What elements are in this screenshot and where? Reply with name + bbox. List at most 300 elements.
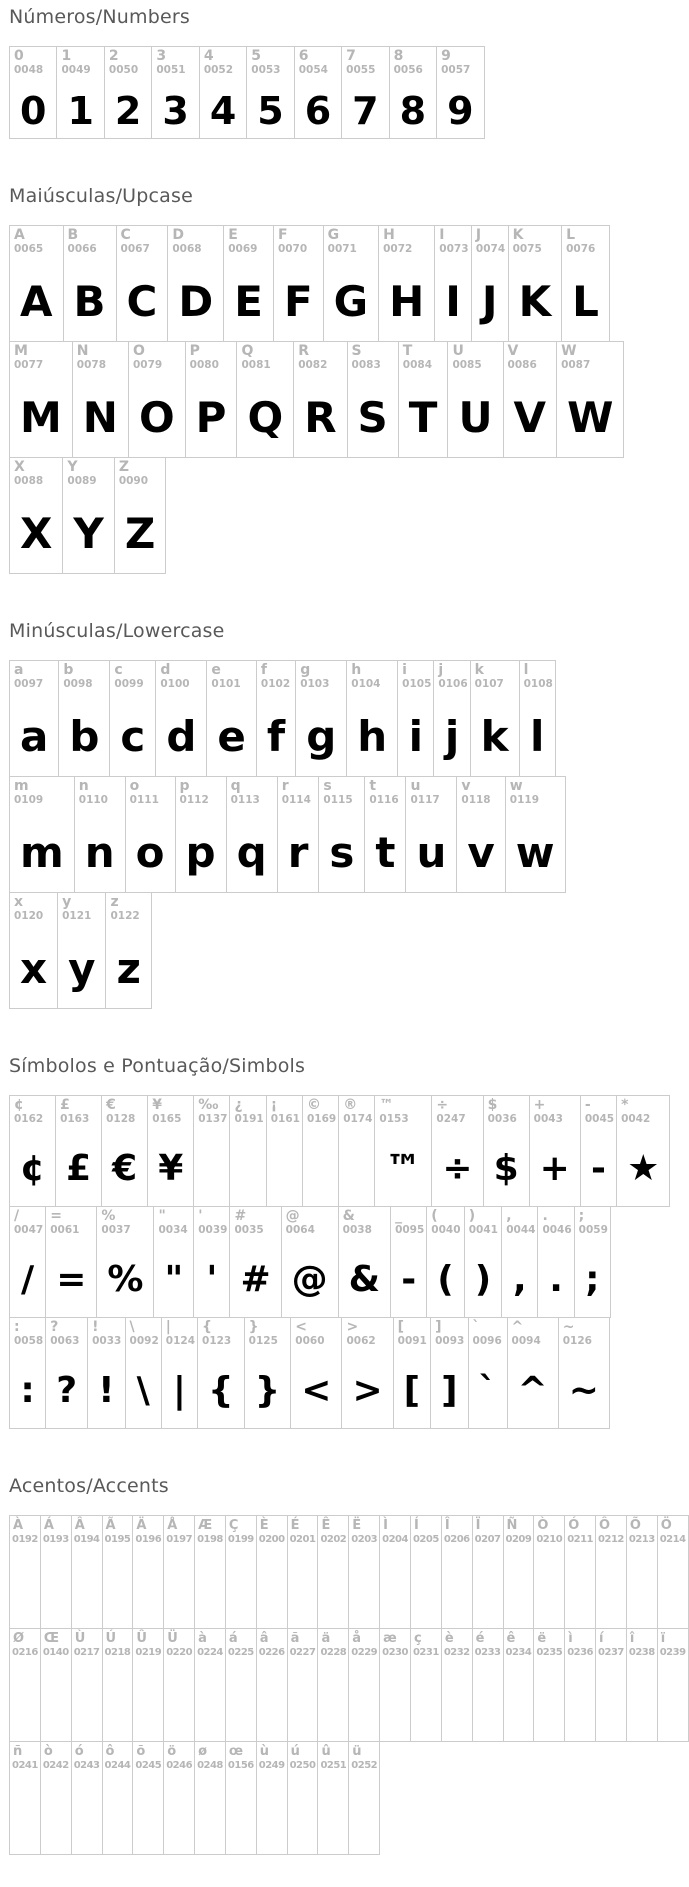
cell-character-label: ü (352, 1744, 362, 1759)
cell-unicode-code: 0079 (132, 359, 163, 371)
cell-glyph: O (138, 392, 175, 442)
cell-character-label: m (14, 778, 29, 794)
cell-character-label: 4 (203, 48, 214, 64)
char-table-accents (9, 1515, 686, 1855)
char-cell (626, 1628, 658, 1742)
cell-unicode-code: 0054 (298, 64, 328, 76)
char-cell (199, 46, 247, 139)
cell-unicode-code: 0216 (12, 1647, 38, 1658)
cell-unicode-code: 0252 (351, 1760, 378, 1771)
cell-glyph: I (445, 276, 461, 326)
cell-unicode-code: 0226 (258, 1647, 285, 1658)
char-cell (194, 1741, 226, 1855)
char-cell (390, 1206, 427, 1318)
char-cell (9, 660, 59, 777)
char-cell (471, 225, 509, 342)
cell-character-label: ö (167, 1744, 177, 1759)
char-cell (62, 457, 114, 574)
char-cell (287, 1515, 319, 1629)
cell-character-label: ê (506, 1631, 516, 1646)
cell-character-label: é (475, 1631, 485, 1646)
char-row (9, 1206, 611, 1318)
cell-character-label: W (561, 343, 577, 359)
cell-unicode-code: 0091 (397, 1335, 427, 1347)
cell-unicode-code: 0053 (251, 64, 281, 76)
cell-glyph: ^ (517, 1370, 548, 1411)
cell-character-label: r (281, 778, 289, 794)
cell-character-label: ¡ (270, 1097, 278, 1113)
cell-character-label: { (202, 1319, 212, 1335)
cell-glyph: S (357, 392, 388, 442)
cell-glyph: q (236, 827, 267, 877)
cell-character-label: ! (92, 1319, 99, 1335)
cell-glyph: ! (98, 1370, 115, 1411)
cell-unicode-code: 0072 (383, 243, 413, 255)
char-cell (441, 1628, 473, 1742)
cell-character-label: [ (397, 1319, 405, 1335)
char-cell (379, 1628, 411, 1742)
cell-unicode-code: 0082 (298, 359, 328, 371)
char-cell (507, 1317, 559, 1429)
char-cell (595, 1628, 627, 1742)
cell-unicode-code: 0051 (156, 64, 186, 76)
cell-unicode-code: 0060 (295, 1335, 325, 1347)
char-table-upcase (9, 225, 661, 574)
char-cell (501, 1206, 538, 1318)
char-cell (72, 341, 129, 458)
cell-character-label: # (234, 1208, 247, 1224)
char-row (9, 457, 166, 574)
cell-character-label: Ç (228, 1518, 239, 1533)
cell-character-label: . (542, 1208, 548, 1224)
cell-character-label: Ë (352, 1518, 362, 1533)
cell-unicode-code: 0101 (211, 678, 241, 690)
cell-glyph: g (306, 711, 337, 761)
cell-character-label: > (346, 1319, 359, 1335)
cell-glyph: ★ (627, 1148, 660, 1189)
char-cell (561, 225, 610, 342)
char-cell (163, 1628, 195, 1742)
cell-unicode-code: 0203 (351, 1534, 378, 1545)
cell-unicode-code: 0077 (14, 359, 44, 371)
char-cell (626, 1515, 658, 1629)
cell-character-label: ( (431, 1208, 438, 1224)
cell-glyph: & (348, 1259, 381, 1300)
cell-character-label: D (172, 227, 184, 243)
cell-unicode-code: 0092 (129, 1335, 159, 1347)
char-cell (295, 660, 347, 777)
cell-unicode-code: 0251 (320, 1760, 347, 1771)
cell-unicode-code: 0038 (342, 1224, 372, 1236)
cell-unicode-code: 0062 (346, 1335, 376, 1347)
cell-unicode-code: 0198 (197, 1534, 223, 1545)
cell-unicode-code: 0064 (285, 1224, 315, 1236)
cell-unicode-code: 0117 (410, 794, 440, 806)
cell-character-label: : (14, 1319, 20, 1335)
cell-character-label: Ä (136, 1518, 147, 1533)
char-cell (580, 1095, 617, 1207)
cell-glyph: ] (441, 1370, 458, 1411)
cell-character-label: ô (105, 1744, 115, 1759)
cell-unicode-code: 0093 (435, 1335, 465, 1347)
cell-unicode-code: 0206 (443, 1534, 470, 1545)
cell-glyph: 7 (352, 88, 379, 133)
char-cell (229, 1095, 266, 1207)
cell-glyph: 5 (257, 88, 284, 133)
cell-glyph: y (68, 943, 96, 993)
cell-unicode-code: 0124 (165, 1335, 196, 1347)
cell-character-label: " (158, 1208, 166, 1224)
cell-glyph: € (112, 1148, 138, 1189)
section-lowercase (9, 620, 661, 1009)
cell-unicode-code: 0162 (14, 1113, 44, 1125)
char-cell (317, 1741, 349, 1855)
char-cell (9, 1206, 46, 1318)
cell-unicode-code: 0035 (234, 1224, 264, 1236)
char-cell (397, 660, 434, 777)
cell-glyph: X (20, 508, 53, 558)
cell-unicode-code: 0200 (258, 1534, 285, 1545)
section-title-accents: Acentos/Accents (9, 1475, 169, 1497)
char-cell (456, 776, 505, 893)
cell-unicode-code: 0169 (306, 1113, 337, 1125)
char-cell (273, 225, 324, 342)
cell-unicode-code: 0202 (320, 1534, 347, 1545)
cell-character-label: Ú (105, 1631, 117, 1646)
cell-unicode-code: 0225 (227, 1647, 254, 1658)
char-cell (96, 1206, 154, 1318)
cell-unicode-code: 0233 (474, 1647, 501, 1658)
cell-character-label: , (506, 1208, 512, 1224)
cell-character-label: ] (435, 1319, 442, 1335)
cell-character-label: Û (136, 1631, 147, 1646)
cell-glyph: d (166, 711, 197, 761)
cell-glyph: s (329, 827, 355, 877)
cell-character-label: d (160, 662, 171, 678)
cell-unicode-code: 0110 (78, 794, 108, 806)
cell-unicode-code: 0192 (12, 1534, 38, 1545)
char-cell (125, 1317, 162, 1429)
char-cell (290, 1317, 342, 1429)
cell-unicode-code: 0227 (289, 1647, 316, 1658)
cell-character-label: o (129, 778, 140, 794)
cell-character-label: Ñ (506, 1518, 518, 1533)
cell-character-label: c (114, 662, 123, 678)
cell-character-label: q (230, 778, 241, 794)
char-cell (116, 225, 169, 342)
cell-unicode-code: 0044 (506, 1224, 536, 1236)
char-cell (9, 1741, 41, 1855)
cell-character-label: Å (167, 1518, 178, 1533)
cell-unicode-code: 0195 (104, 1534, 131, 1545)
cell-unicode-code: 0048 (14, 64, 44, 76)
cell-glyph: F (283, 276, 313, 326)
cell-glyph: Y (73, 508, 104, 558)
cell-character-label: ' (198, 1208, 203, 1224)
cell-unicode-code: 0165 (152, 1113, 182, 1125)
char-row (9, 46, 485, 139)
cell-glyph: m (20, 827, 64, 877)
char-cell (564, 1628, 596, 1742)
char-cell (256, 660, 296, 777)
cell-character-label: b (63, 662, 74, 678)
char-cell (379, 1515, 411, 1629)
font-character-map (9, 6, 686, 1855)
cell-character-label: Õ (629, 1518, 641, 1533)
cell-unicode-code: 0118 (461, 794, 491, 806)
char-cell (225, 1741, 257, 1855)
cell-character-label: ã (290, 1631, 300, 1646)
cell-character-label: ä (321, 1631, 331, 1646)
cell-character-label: H (383, 227, 395, 243)
cell-glyph: ~ (568, 1370, 599, 1411)
cell-glyph: @ (291, 1259, 328, 1300)
cell-character-label: i (402, 662, 407, 678)
cell-character-label: M (14, 343, 28, 359)
char-cell (464, 1206, 502, 1318)
cell-unicode-code: 0243 (73, 1760, 100, 1771)
cell-character-label: ú (290, 1744, 300, 1759)
cell-unicode-code: 0096 (472, 1335, 502, 1347)
char-cell (294, 46, 342, 139)
char-cell (175, 776, 227, 893)
cell-character-label: ù (259, 1744, 270, 1759)
cell-unicode-code: 0042 (621, 1113, 651, 1125)
cell-character-label: _ (395, 1208, 403, 1224)
cell-character-label: j (438, 662, 444, 678)
char-cell (657, 1515, 689, 1629)
cell-character-label: / (14, 1208, 20, 1224)
cell-character-label: E (228, 227, 238, 243)
cell-character-label: ë (537, 1631, 547, 1646)
char-cell (398, 341, 449, 458)
cell-glyph: , (512, 1259, 527, 1300)
char-cell (378, 225, 435, 342)
cell-character-label: Q (241, 343, 254, 359)
cell-unicode-code: 0121 (62, 910, 92, 922)
char-cell (556, 341, 624, 458)
cell-glyph: 4 (209, 88, 237, 133)
cell-unicode-code: 0112 (179, 794, 209, 806)
char-cell (155, 660, 207, 777)
cell-character-label: Í (413, 1518, 419, 1533)
cell-unicode-code: 0073 (439, 243, 469, 255)
cell-glyph: 6 (304, 88, 332, 133)
char-cell (63, 225, 117, 342)
cell-glyph: } (254, 1370, 281, 1411)
char-cell (348, 1515, 380, 1629)
char-cell (483, 1095, 530, 1207)
cell-character-label: V (507, 343, 519, 359)
cell-character-label: á (228, 1631, 238, 1646)
cell-unicode-code: 0034 (158, 1224, 188, 1236)
cell-glyph: Q (247, 392, 284, 442)
cell-character-label: à (198, 1631, 207, 1646)
char-cell (56, 46, 104, 139)
char-cell (256, 1628, 288, 1742)
char-cell (132, 1741, 164, 1855)
char-cell (9, 1628, 41, 1742)
cell-unicode-code: 0068 (172, 243, 202, 255)
char-cell (105, 892, 151, 1009)
cell-character-label: | (165, 1319, 171, 1335)
char-cell (364, 776, 406, 893)
cell-unicode-code: 0099 (114, 678, 144, 690)
char-cell (533, 1515, 565, 1629)
char-cell (9, 1515, 41, 1629)
cell-character-label: ? (50, 1319, 59, 1335)
char-table-numbers (9, 46, 661, 139)
char-cell (206, 660, 257, 777)
char-cell (102, 1515, 134, 1629)
cell-character-label: Ü (167, 1631, 178, 1646)
cell-character-label: I (439, 227, 445, 243)
cell-unicode-code: 0111 (129, 794, 159, 806)
cell-glyph: w (515, 827, 555, 877)
cell-unicode-code: 0039 (198, 1224, 228, 1236)
cell-unicode-code: 0063 (50, 1335, 80, 1347)
cell-glyph: ` (478, 1370, 497, 1411)
cell-character-label: ^ (511, 1319, 524, 1335)
char-cell (40, 1741, 72, 1855)
cell-unicode-code: 0238 (628, 1647, 655, 1658)
cell-character-label: œ (228, 1744, 244, 1759)
cell-character-label: - (584, 1097, 591, 1113)
cell-character-label: L (566, 227, 576, 243)
char-cell (472, 1628, 504, 1742)
cell-glyph: a (20, 711, 49, 761)
char-cell (472, 1515, 504, 1629)
cell-glyph: 0 (20, 88, 47, 133)
char-cell (529, 1095, 581, 1207)
cell-unicode-code: 0211 (567, 1534, 594, 1545)
char-cell (246, 46, 294, 139)
char-cell (348, 1741, 380, 1855)
cell-unicode-code: 0102 (260, 678, 291, 690)
cell-glyph: L (572, 276, 599, 326)
cell-glyph: D (178, 276, 214, 326)
cell-unicode-code: 0229 (351, 1647, 378, 1658)
cell-unicode-code: 0218 (104, 1647, 131, 1658)
char-cell (323, 225, 379, 342)
cell-character-label: Ô (599, 1518, 611, 1533)
cell-character-label: f (260, 662, 267, 678)
char-cell (132, 1628, 164, 1742)
char-cell (338, 1095, 375, 1207)
char-cell (441, 1515, 473, 1629)
cell-glyph: J (481, 276, 498, 326)
cell-unicode-code: 0047 (14, 1224, 44, 1236)
cell-character-label: ç (413, 1631, 422, 1646)
char-cell (393, 1317, 431, 1429)
cell-unicode-code: 0212 (598, 1534, 624, 1545)
char-cell (104, 46, 152, 139)
cell-unicode-code: 0239 (659, 1647, 686, 1658)
cell-character-label: Ê (321, 1518, 331, 1533)
cell-character-label: k (474, 662, 484, 678)
char-cell (503, 1628, 535, 1742)
char-cell (347, 341, 399, 458)
cell-unicode-code: 0084 (402, 359, 433, 371)
char-cell (348, 1628, 380, 1742)
cell-character-label: ì (568, 1631, 573, 1646)
cell-unicode-code: 0199 (227, 1534, 254, 1545)
cell-unicode-code: 0036 (487, 1113, 517, 1125)
cell-character-label: Ï (475, 1518, 481, 1533)
cell-character-label: ‰ (198, 1097, 219, 1113)
cell-glyph: V (513, 392, 547, 442)
cell-unicode-code: 0049 (61, 64, 91, 76)
cell-unicode-code: 0205 (412, 1534, 439, 1545)
cell-glyph: 3 (162, 88, 189, 133)
cell-character-label: O (132, 343, 145, 359)
cell-unicode-code: 0217 (73, 1647, 100, 1658)
cell-glyph: H (389, 276, 425, 326)
cell-character-label: < (295, 1319, 308, 1335)
cell-character-label: = (50, 1208, 62, 1224)
cell-unicode-code: 0116 (369, 794, 399, 806)
cell-unicode-code: 0201 (289, 1534, 316, 1545)
cell-unicode-code: 0107 (474, 678, 504, 690)
char-cell (109, 660, 156, 777)
cell-unicode-code: 0113 (230, 794, 260, 806)
cell-unicode-code: 0247 (436, 1113, 466, 1125)
section-upcase (9, 185, 661, 574)
cell-character-label: 1 (61, 48, 72, 64)
char-cell (45, 1317, 88, 1429)
cell-glyph: ' (206, 1259, 218, 1300)
cell-unicode-code: 0123 (202, 1335, 232, 1347)
cell-unicode-code: 0214 (659, 1534, 686, 1545)
cell-unicode-code: 0043 (533, 1113, 563, 1125)
char-cell (125, 776, 176, 893)
cell-unicode-code: 0069 (228, 243, 258, 255)
cell-unicode-code: 0057 (441, 64, 471, 76)
char-cell (503, 341, 558, 458)
cell-glyph: + (539, 1148, 570, 1189)
cell-unicode-code: 0088 (14, 475, 44, 487)
cell-unicode-code: 0120 (14, 910, 44, 922)
cell-glyph: n (84, 827, 115, 877)
cell-unicode-code: 0236 (567, 1647, 594, 1658)
cell-unicode-code: 0065 (14, 243, 44, 255)
cell-unicode-code: 0153 (379, 1113, 409, 1125)
cell-glyph: \ (136, 1370, 150, 1411)
cell-glyph: ( (437, 1259, 454, 1300)
cell-unicode-code: 0193 (42, 1534, 69, 1545)
char-row (9, 1628, 689, 1742)
cell-unicode-code: 0050 (108, 64, 139, 76)
cell-character-label: ` (472, 1319, 480, 1335)
cell-unicode-code: 0196 (135, 1534, 162, 1545)
cell-character-label: å (352, 1631, 362, 1646)
cell-glyph: = (56, 1259, 87, 1300)
cell-glyph: R (304, 392, 337, 442)
cell-character-label: $ (487, 1097, 498, 1113)
cell-character-label: C (120, 227, 131, 243)
cell-character-label: e (211, 662, 221, 678)
cell-character-label: h (351, 662, 362, 678)
cell-character-label: v (461, 778, 471, 794)
char-row (9, 1095, 670, 1207)
cell-character-label: T (402, 343, 413, 359)
cell-character-label: 8 (393, 48, 404, 64)
cell-glyph: G (333, 276, 369, 326)
char-cell (341, 46, 389, 139)
cell-character-label: Œ (43, 1631, 60, 1646)
cell-unicode-code: 0080 (189, 359, 219, 371)
cell-character-label: Y (67, 459, 78, 475)
